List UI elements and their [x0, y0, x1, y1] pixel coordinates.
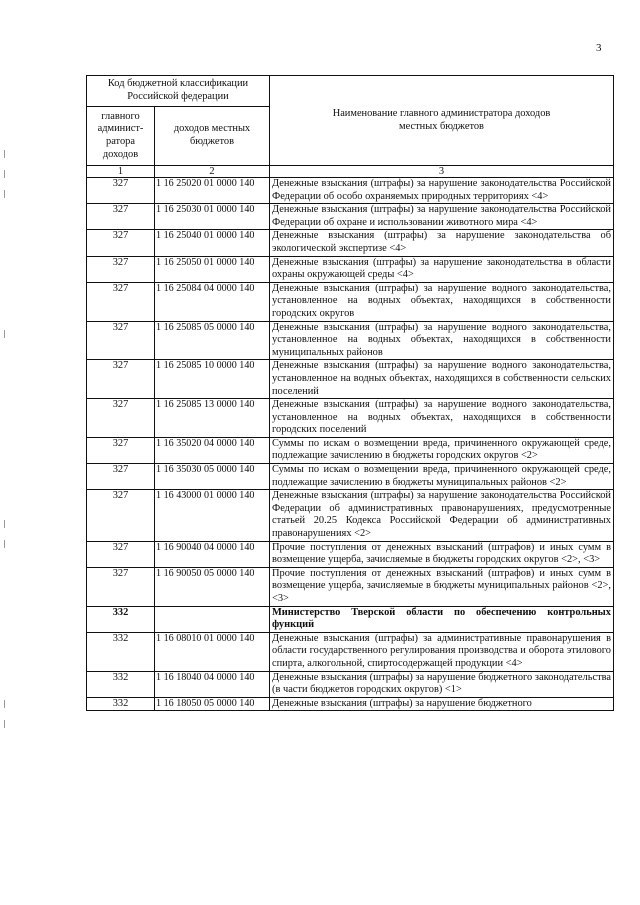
- revenue-name-cell: Суммы по искам о возмещении вреда, причиненного окружающей среде, подлежащие зачислению в бюджеты городских округов <2>: [270, 437, 614, 463]
- table-body: [87, 178, 614, 711]
- header-name-column: Наименование главного администратора доходов местных бюджетов: [270, 76, 614, 166]
- revenue-name-cell: Денежные взыскания (штрафы) за нарушение законодательства в области охраны окружающей среды <4>: [270, 256, 614, 282]
- revenue-code-cell: 1 16 25084 04 0000 140: [155, 282, 270, 321]
- table-row: [87, 321, 614, 360]
- revenue-code-cell: 1 16 35020 04 0000 140: [155, 437, 270, 463]
- column-number-row: [87, 166, 614, 178]
- table-row: [87, 399, 614, 438]
- revenue-code-cell: 1 16 18040 04 0000 140: [155, 671, 270, 697]
- revenue-code-cell: 1 16 25050 01 0000 140: [155, 256, 270, 282]
- revenue-code-cell: 1 16 90040 04 0000 140: [155, 541, 270, 567]
- budget-classification-table: [86, 75, 614, 711]
- revenue-name-cell: Прочие поступления от денежных взысканий (штрафов) и иных сумм в возмещение ущерба, зачисляемые в бюджеты городских округов <2>, <3>: [270, 541, 614, 567]
- admin-code-cell: 327: [87, 321, 155, 360]
- revenue-code-cell: [155, 606, 270, 632]
- table-row: [87, 697, 614, 711]
- revenue-name-cell: Денежные взыскания (штрафы) за нарушение законодательства Российской Федерации об охране и использовании животного мира <4>: [270, 204, 614, 230]
- revenue-name-cell: Министерство Тверской области по обеспечению контрольных функций: [270, 606, 614, 632]
- revenue-code-cell: 1 16 25085 10 0000 140: [155, 360, 270, 399]
- revenue-code-cell: 1 16 35030 05 0000 140: [155, 464, 270, 490]
- revenue-code-cell: 1 16 08010 01 0000 140: [155, 632, 270, 671]
- admin-code-cell: 327: [87, 204, 155, 230]
- admin-code-cell: 327: [87, 399, 155, 438]
- table-row: [87, 178, 614, 204]
- revenue-code-cell: 1 16 25020 01 0000 140: [155, 178, 270, 204]
- revenue-name-cell: Денежные взыскания (штрафы) за нарушение законодательства Российской Федерации об особо охраняемых природных территориях <4>: [270, 178, 614, 204]
- table-row: [87, 230, 614, 256]
- revenue-name-cell: Денежные взыскания (штрафы) за административные правонарушения в области государственного регулирования производства и оборота этилового спирта, алкогольной, спиртосодержащей продукции <4>: [270, 632, 614, 671]
- column-number-1: 1: [87, 166, 155, 178]
- revenue-code-cell: 1 16 25085 13 0000 140: [155, 399, 270, 438]
- page-number: 3: [596, 42, 602, 54]
- admin-code-cell: 327: [87, 464, 155, 490]
- table-row: [87, 671, 614, 697]
- table-row: [87, 632, 614, 671]
- revenue-name-cell: Денежные взыскания (штрафы) за нарушение бюджетного: [270, 697, 614, 711]
- table-row: [87, 567, 614, 606]
- admin-code-cell: 332: [87, 606, 155, 632]
- revenue-name-cell: Прочие поступления от денежных взысканий (штрафов) и иных сумм в возмещение ущерба, зачисляемые в бюджеты муниципальных районов <2>, <3>: [270, 567, 614, 606]
- revenue-name-cell: Денежные взыскания (штрафы) за нарушение водного законодательства, установленное на водных объектах, находящихся в собственности городских округов: [270, 282, 614, 321]
- table-row: [87, 541, 614, 567]
- revenue-name-cell: Денежные взыскания (штрафы) за нарушение водного законодательства, установленное на водных объектах, находящихся в собственности муниципальных районов: [270, 321, 614, 360]
- scan-margin-marks: [4, 0, 7, 905]
- admin-code-cell: 332: [87, 671, 155, 697]
- header-group-title: Код бюджетной классификации Российской федерации: [87, 76, 270, 107]
- revenue-name-cell: Денежные взыскания (штрафы) за нарушение водного законодательства, установленное на водных объектах, находящихся в собственности сельских поселений: [270, 360, 614, 399]
- column-number-2: 2: [155, 166, 270, 178]
- admin-code-cell: 332: [87, 632, 155, 671]
- table-row: [87, 282, 614, 321]
- revenue-name-cell: Денежные взыскания (штрафы) за нарушение законодательства Российской Федерации об административных правонарушениях, предусмотренные статьей 20.25 Кодекса Российской Федерации об административных правонарушениях <2>: [270, 490, 614, 541]
- revenue-code-cell: 1 16 43000 01 0000 140: [155, 490, 270, 541]
- admin-code-cell: 327: [87, 541, 155, 567]
- revenue-code-cell: 1 16 25085 05 0000 140: [155, 321, 270, 360]
- table-row: [87, 606, 614, 632]
- table-row: [87, 204, 614, 230]
- admin-code-cell: 327: [87, 282, 155, 321]
- admin-code-cell: 327: [87, 437, 155, 463]
- admin-code-cell: 327: [87, 256, 155, 282]
- admin-code-cell: 327: [87, 360, 155, 399]
- table-row: [87, 256, 614, 282]
- revenue-name-cell: Денежные взыскания (штрафы) за нарушение законодательства об экологической экспертизе <4>: [270, 230, 614, 256]
- admin-code-cell: 327: [87, 230, 155, 256]
- revenue-code-cell: 1 16 25040 01 0000 140: [155, 230, 270, 256]
- revenue-code-cell: 1 16 25030 01 0000 140: [155, 204, 270, 230]
- column-number-3: 3: [270, 166, 614, 178]
- table-row: [87, 437, 614, 463]
- table-header-row-1: [87, 76, 614, 107]
- revenue-name-cell: Суммы по искам о возмещении вреда, причиненного окружающей среде, подлежащие зачислению в бюджеты муниципальных районов <2>: [270, 464, 614, 490]
- revenue-name-cell: Денежные взыскания (штрафы) за нарушение водного законодательства, установленное на водных объектах, находящихся в собственности городских поселений: [270, 399, 614, 438]
- admin-code-cell: 332: [87, 697, 155, 711]
- revenue-code-cell: 1 16 18050 05 0000 140: [155, 697, 270, 711]
- header-admin-column: главного админист-ратора доходов: [87, 107, 155, 166]
- table-row: [87, 360, 614, 399]
- revenue-name-cell: Денежные взыскания (штрафы) за нарушение бюджетного законодательства (в части бюджетов городских округов) <1>: [270, 671, 614, 697]
- admin-code-cell: 327: [87, 567, 155, 606]
- header-code-column: доходов местных бюджетов: [155, 107, 270, 166]
- table-row: [87, 464, 614, 490]
- revenue-code-cell: 1 16 90050 05 0000 140: [155, 567, 270, 606]
- admin-code-cell: 327: [87, 178, 155, 204]
- admin-code-cell: 327: [87, 490, 155, 541]
- table-row: [87, 490, 614, 541]
